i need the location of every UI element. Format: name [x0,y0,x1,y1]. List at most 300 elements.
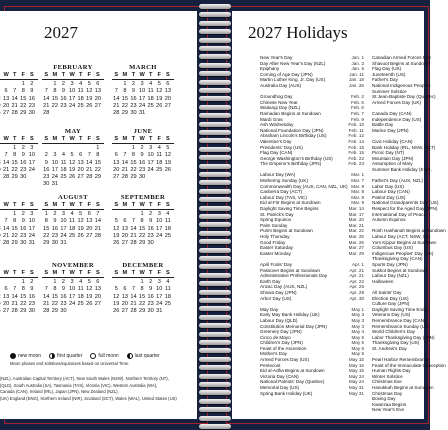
day-number: 4 [61,152,66,159]
day-number: 23 [43,174,50,181]
empty-day-cell [121,279,130,286]
day-number: 10 [147,152,154,159]
weekday-label: W [69,72,75,78]
day-number: 2 [30,279,34,286]
day-number: 18 [164,225,171,232]
day-number: 28 [113,110,120,117]
holiday-name: Spring Equinox [260,217,292,223]
day-number: 1 [140,279,144,286]
holiday-name: Greenery Day (JPN) [260,329,302,335]
day-number: 21 [43,102,50,109]
holiday-name: Ash Wednesday [260,122,294,128]
day-number: 13 [94,286,101,293]
day-number: 1 [21,279,25,286]
spiral-ring [199,206,231,211]
holiday-name: Pearl Harbor Remembrance [372,357,430,363]
weekday-header [112,270,174,278]
day-grid [0,279,38,322]
day-number: 21 [11,102,18,109]
day-number: 22 [43,232,50,239]
weekday-label: W [69,202,75,208]
day-number: 16 [43,166,50,173]
spiral-ring [199,21,231,26]
holiday-date: May 15 [348,368,364,374]
weekday-label: T [78,270,83,276]
day-number: 9 [61,286,66,293]
day-number: 19 [86,293,93,300]
spiral-ring [199,348,231,353]
weekday-label: T [61,202,66,208]
legend-new-moon: new moon [10,353,41,359]
day-number: 4 [79,279,83,286]
holiday-name: Human Rights Day [372,368,411,374]
day-number: 19 [77,225,84,232]
holiday-name: National Grandparents Day (US) [372,200,439,206]
spiral-ring [199,71,231,76]
spiral-ring [199,323,231,328]
holiday-date: Apr. 1 [351,261,364,267]
holiday-date: Feb. 9 [350,116,364,122]
legend-abbrev-line: (UK) England (ENG), Northern Ireland (NIR), Scotland (SCT), Wales (WAL), United States (US) [0,395,177,401]
day-number: 23 [28,102,35,109]
day-number: 26 [113,240,120,247]
spiral-ring [199,273,231,278]
day-number: 21 [2,166,10,173]
day-number: 30 [138,174,146,181]
holiday-date: Mar. 8 [351,183,364,189]
day-number: 8 [53,88,57,95]
day-grid [112,279,174,315]
holiday-name: Halloween [372,278,394,284]
day-number: 6 [79,152,83,159]
weekday-label: F [87,202,91,208]
day-number: 29 [11,174,18,181]
empty-day-cell [2,145,11,152]
day-number: 19 [113,232,120,239]
holiday-name: Abraham Lincoln's Birthday (US) [260,133,327,139]
weekday-label: F [157,136,161,142]
day-number: 25 [60,174,67,181]
holiday-name: Columbus Day (US) [372,245,413,251]
spiral-ring [199,12,231,17]
holiday-name: Administrative Professionals Day [260,273,328,279]
empty-day-cell [76,145,85,152]
day-number: 26 [86,300,93,307]
weekday-label: T [78,136,83,142]
holiday-name: The Emperor's Birthday (JPN) [260,161,322,167]
day-number: 9 [21,152,25,159]
day-number: 16 [130,95,137,102]
spiral-ring [199,88,231,93]
weekday-label: F [21,72,25,78]
day-number: 7 [123,152,127,159]
weekday-label: S [114,72,119,78]
holiday-name: Boxing Day [372,396,396,402]
legend-note: Moon phases and solstices/equinoxes based on Universal Time. [10,361,130,366]
day-number: 31 [156,308,163,315]
day-number: 1 [96,145,100,152]
day-number: 1 [53,81,57,88]
empty-day-cell [42,279,51,286]
day-number: 12 [86,88,93,95]
day-number: 27 [77,174,84,181]
day-number: 7 [4,218,8,225]
day-number: 20 [86,225,93,232]
day-number: 8 [21,286,25,293]
day-number: 10 [156,286,163,293]
holiday-date: May 6 [351,345,364,351]
day-number: 23 [138,166,146,173]
day-number: 6 [123,218,127,225]
weekday-label: F [87,72,91,78]
empty-day-cell [2,279,11,286]
day-number: 22 [51,102,58,109]
day-number: 3 [140,81,144,88]
empty-day-cell [121,145,130,152]
day-number: 8 [131,152,136,159]
day-number: 5 [166,145,170,152]
holiday-name: Patriot Day (US) [372,194,406,200]
weekday-label: W [139,202,145,208]
holiday-date [430,346,432,352]
holiday-name: Winter Solstice [372,373,403,379]
day-number: 2 [149,279,153,286]
holiday-date: Jan. 1 [351,55,364,60]
holiday-name: Day After New Year's Day (NZL) [260,60,326,66]
day-number: 12 [113,225,120,232]
holiday-name: Picnic Day (NT) [372,150,405,156]
holiday-date: Feb. 7 [350,110,364,116]
spiral-ring [199,264,231,269]
holiday-name: Daylight Saving Time Ends [372,306,427,312]
day-number: 8 [140,218,144,225]
holiday-date: May 15 [348,357,364,363]
holiday-date: Feb. 11 [348,127,364,133]
day-number: 14 [43,293,50,300]
day-grid [42,145,104,188]
day-number: 18 [77,95,84,102]
day-number: 27 [94,300,101,307]
holiday-row [260,391,364,397]
day-number: 22 [121,102,128,109]
day-number: 6 [4,88,8,95]
month-name [0,193,38,202]
day-number: 20 [94,95,101,102]
month-name [0,63,38,72]
month-name: NOVEMBER [51,262,95,269]
spiral-ring [199,332,231,337]
weekday-label: S [114,136,119,142]
month-feb [42,63,104,117]
holiday-name: Mountain Day (JPN) [372,155,414,161]
weekday-label: M [52,270,58,276]
full-moon-icon [90,353,96,359]
holiday-name: Valentine's Day [260,138,292,144]
holiday-name: Daylight Saving Time Begins [260,206,319,212]
day-number: 27 [94,102,101,109]
holiday-name: Groundhog Day [260,94,293,100]
holiday-name: New Year's Day [260,55,293,60]
day-number: 11 [77,286,84,293]
weekday-label: S [165,72,170,78]
empty-day-cell [85,145,94,152]
spiral-ring [199,38,231,43]
day-number: 24 [28,166,35,173]
month-jun [112,127,174,181]
weekday-label: T [61,136,66,142]
day-number: 11 [164,286,171,293]
spiral-ring [199,231,231,236]
day-number: 23 [60,102,67,109]
holiday-name: Showa Day (JPN) [260,289,297,295]
holiday-name: Good Friday [260,239,286,245]
month-name: SEPTEMBER [120,194,166,201]
spiral-ring [199,105,231,110]
weekday-label: M [122,136,128,142]
spiral-ring [199,399,231,404]
day-number: 16 [28,95,35,102]
holiday-name: Earth Day [260,278,281,284]
day-number: 9 [21,218,25,225]
holiday-date: Feb. 2 [350,94,364,100]
day-number: 23 [147,300,154,307]
day-number: 25 [147,102,154,109]
day-number: 9 [61,88,66,95]
holiday-date: Apr. 29 [349,289,364,295]
day-number: 9 [131,88,136,95]
holiday-name: Flag Day (CAN) [260,150,293,156]
day-number: 13 [164,88,171,95]
weekday-label: S [165,270,170,276]
day-number: 29 [11,240,18,247]
holiday-name: Assumption of Mary [372,161,413,167]
holiday-name: Spring Bank Holiday (UK) [260,390,313,396]
holiday-date: Mar. 8 [351,189,364,195]
day-number: 30 [43,181,50,188]
holiday-name: Labor Day (US) [372,183,404,189]
weekday-label: T [78,202,83,208]
weekday-label: W [69,270,75,276]
holiday-date: Feb. 23 [348,161,364,167]
day-number: 9 [44,159,48,166]
day-number: 17 [138,95,146,102]
day-number: 15 [138,225,146,232]
day-number: 29 [130,174,137,181]
day-number: 24 [68,102,76,109]
day-grid [112,81,174,117]
holiday-date: Mar. 29 [348,250,364,256]
holiday-name: Flag Day (US) [372,66,402,72]
holiday-name: Labour Day (WA) [260,172,296,178]
day-number: 29 [138,240,146,247]
day-number: 17 [28,159,35,166]
holiday-name: Summer Solstice [372,88,407,94]
holiday-name: Victoria Day (CAN) [260,373,299,379]
day-number: 4 [79,81,83,88]
holiday-name: Armed Forces Day (UK) [372,99,422,105]
last-quarter-icon [127,353,133,359]
day-number: 19 [164,159,171,166]
day-number: 8 [13,218,17,225]
new-moon-icon [10,353,16,359]
day-number: 2 [21,211,25,218]
holiday-name: Labor Thanksgiving Day (JPN) [372,334,435,340]
weekday-header [0,136,38,144]
day-number: 30 [147,308,154,315]
holiday-name: Feast of the Ascension [260,345,307,351]
day-number: 30 [60,308,67,315]
day-number: 2 [61,279,66,286]
day-number: 14 [94,218,101,225]
holiday-name: Canada Day (CAN) [372,110,412,116]
holiday-date: Feb. 12 [348,133,364,139]
day-number: 20 [2,300,10,307]
holiday-name: Children's Day (JPN) [260,340,303,346]
spiral-ring [199,155,231,160]
day-number: 21 [2,232,10,239]
holiday-date [430,407,432,413]
day-number: 17 [60,225,67,232]
day-number: 6 [96,279,100,286]
weekday-header [112,202,174,210]
holiday-date: May 1 [351,306,364,312]
empty-day-cell [2,81,11,88]
day-number: 26 [86,102,93,109]
weekday-label: M [52,202,58,208]
day-number: 27 [113,174,120,181]
day-number: 5 [87,279,91,286]
weekday-label: T [131,270,136,276]
empty-day-cell [112,145,121,152]
day-number: 5 [79,211,83,218]
day-number: 22 [130,166,137,173]
holiday-date: May 5 [351,340,364,346]
day-number: 26 [156,102,163,109]
day-number: 4 [70,211,74,218]
spiral-ring [199,46,231,51]
day-number: 20 [121,300,128,307]
holiday-date [436,240,438,246]
weekday-label: T [148,270,153,276]
calendar-legend [0,353,197,402]
holiday-name: Rosh Hashanah Begins at Sundown [372,228,446,234]
day-number: 10 [51,159,58,166]
weekday-label: S [95,136,100,142]
holiday-date: Mar. 14 [348,206,364,212]
holiday-name: Arbor Day (US) [260,295,292,301]
day-number: 17 [156,293,163,300]
weekday-label: S [44,72,49,78]
day-number: 29 [20,308,27,315]
day-number: 8 [21,88,25,95]
day-number: 22 [11,232,18,239]
holiday-name: Culture Day (JPN) [372,301,410,307]
day-number: 14 [11,95,18,102]
legend-abbrev-line: (NZL), Australian Capital Territory (ACT), New South Wales (NSW), Northern Territory (NT), [0,376,169,381]
weekday-header [42,136,104,144]
month-name: AUGUST [58,194,88,201]
day-number: 3 [30,211,34,218]
day-number: 11 [164,218,171,225]
day-number: 27 [86,232,93,239]
day-number: 14 [11,293,18,300]
day-number: 29 [121,110,128,117]
day-number: 28 [11,110,18,117]
day-number: 10 [60,218,67,225]
day-grid [112,145,174,181]
day-number: 24 [156,300,163,307]
day-number: 20 [113,166,120,173]
day-number: 6 [87,211,91,218]
holiday-name: Easter Saturday [260,245,293,251]
day-number: 22 [138,300,146,307]
spiral-ring [199,365,231,370]
day-number: 5 [114,218,118,225]
month-sep [112,193,174,247]
day-number: 1 [21,81,25,88]
spiral-ring [199,416,231,421]
spiral-ring [199,172,231,177]
day-number: 4 [149,81,153,88]
day-number: 20 [94,293,101,300]
holiday-name: World Children's Day [372,329,415,335]
holiday-date: Mar. 8 [351,194,364,200]
day-number: 18 [156,159,163,166]
holiday-name: Ramadan Begins at Sundown [260,110,321,116]
weekday-label: S [29,136,34,142]
day-number: 21 [121,166,128,173]
holiday-name: Father's Day (AUS, NZL) [372,178,423,184]
day-number: 4 [166,211,170,218]
day-number: 15 [43,225,50,232]
day-number: 31 [51,181,58,188]
holiday-name: Christmas Eve [372,379,402,385]
day-number: 22 [94,166,101,173]
day-number: 29 [20,110,27,117]
holiday-name: Election Day (US) [372,295,409,301]
holiday-name: Veterans Day (US) [372,312,411,318]
day-number: 19 [156,95,163,102]
day-number: 28 [86,174,93,181]
month-name [0,127,38,136]
weekday-label: S [44,202,49,208]
spiral-ring [199,130,231,135]
day-grid [0,145,38,181]
holiday-name: Autumn Equinox [372,217,406,223]
month-nov [42,261,104,315]
day-number: 17 [156,225,163,232]
month-aug [42,193,104,247]
day-number: 24 [60,232,67,239]
spiral-ring [199,281,231,286]
spiral-ring [199,29,231,34]
holiday-name: Battle Day [372,122,394,128]
day-number: 21 [86,166,93,173]
legend-abbrev-line: Canada (CAN), Ireland (IRL), Japan (JPN), New Zealand (NZL), [0,389,119,394]
holiday-name: St. Andrew's Day [372,345,407,351]
day-number: 4 [166,279,170,286]
day-number: 10 [28,152,35,159]
weekday-label: S [165,202,170,208]
weekday-header [112,72,174,80]
day-number: 10 [68,88,76,95]
weekday-header [42,270,104,278]
day-number: 17 [147,159,154,166]
day-number: 23 [147,232,154,239]
day-number: 28 [94,232,101,239]
holiday-name: Marine Day (JPN) [372,127,409,133]
holiday-name: Independence Day (US) [372,116,422,122]
